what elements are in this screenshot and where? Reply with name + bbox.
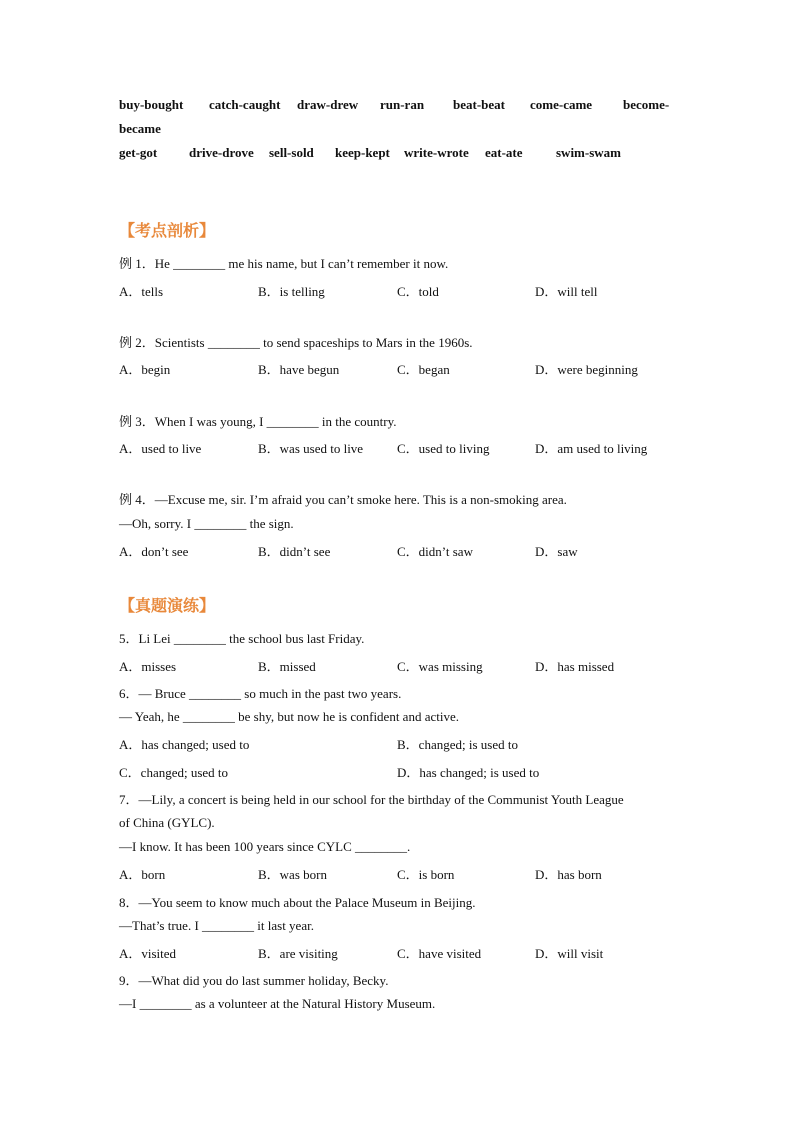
question-stem: 例 3．When I was young, I ________ in the country.: [119, 414, 397, 429]
option-a: A．misses: [119, 659, 177, 674]
question-stem: 5．Li Lei ________ the school bus last Friday.: [119, 631, 365, 646]
option-c: C．began: [397, 362, 450, 377]
option-a: A．used to live: [119, 441, 202, 456]
option-d: D．has changed; is used to: [397, 765, 540, 780]
option-d: D．saw: [535, 544, 578, 559]
question-stem: 例 2．Scientists ________ to send spaceships to Mars in the 1960s.: [119, 335, 473, 350]
question-stem-reply: —I ________ as a volunteer at the Natural History Museum.: [119, 996, 436, 1011]
question-stem: 6．— Bruce ________ so much in the past two years.: [119, 686, 402, 701]
verb-item: drive-drove: [189, 145, 254, 160]
verb-item: buy-bought: [119, 97, 184, 112]
option-c: C．have visited: [397, 946, 482, 961]
option-d: D．were beginning: [535, 362, 638, 377]
question-stem: 8．—You seem to know much about the Palace Museum in Beijing.: [119, 895, 476, 910]
verb-item: eat-ate: [485, 145, 523, 160]
section-heading-analysis: 【考点剖析】: [119, 221, 216, 240]
option-b: B．is telling: [258, 284, 325, 299]
option-b: B．didn’t see: [258, 544, 331, 559]
option-b: B．missed: [258, 659, 316, 674]
question-stem-reply: —That’s true. I ________ it last year.: [119, 918, 314, 933]
option-b: B．was used to live: [258, 441, 364, 456]
verb-item: get-got: [119, 145, 158, 160]
option-c: C．didn’t saw: [397, 544, 473, 559]
question-stem-reply: —Oh, sorry. I ________ the sign.: [119, 516, 294, 531]
option-d: D．has born: [535, 867, 602, 882]
verb-item: become-: [623, 97, 670, 112]
verb-item: come-came: [530, 97, 593, 112]
option-d: D．will tell: [535, 284, 598, 299]
option-b: B．have begun: [258, 362, 340, 377]
option-d: D．has missed: [535, 659, 615, 674]
verb-item: swim-swam: [556, 145, 621, 160]
verb-item: sell-sold: [269, 145, 314, 160]
section-heading-practice: 【真题演练】: [119, 596, 216, 615]
verb-item: run-ran: [380, 97, 425, 112]
question-stem: 例 1．He ________ me his name, but I can’t remember it now.: [119, 256, 449, 271]
question-stem: 例 4．—Excuse me, sir. I’m afraid you can’t smoke here. This is a non-smoking area.: [119, 492, 567, 507]
question-stem: 9．—What did you do last summer holiday, Becky.: [119, 973, 389, 988]
option-a: A．tells: [119, 284, 164, 299]
option-d: D．am used to living: [535, 441, 648, 456]
option-a: A．begin: [119, 362, 171, 377]
option-c: C．used to living: [397, 441, 490, 456]
option-c: C．told: [397, 284, 439, 299]
option-c: C．changed; used to: [119, 765, 229, 780]
question-stem-reply: — Yeah, he ________ be shy, but now he is confident and active.: [119, 709, 459, 724]
option-c: C．was missing: [397, 659, 483, 674]
option-a: A．visited: [119, 946, 177, 961]
verb-item: became: [119, 121, 161, 136]
verb-item: write-wrote: [404, 145, 469, 160]
question-stem-cont: of China (GYLC).: [119, 815, 215, 830]
option-c: C．is born: [397, 867, 455, 882]
verb-item: draw-drew: [297, 97, 359, 112]
question-stem: 7．—Lily, a concert is being held in our school for the birthday of the Communist Youth League: [119, 792, 624, 807]
option-a: A．born: [119, 867, 166, 882]
option-b: B．are visiting: [258, 946, 338, 961]
option-b: B．was born: [258, 867, 327, 882]
verb-item: beat-beat: [453, 97, 505, 112]
verb-item: catch-caught: [209, 97, 281, 112]
option-a: A．don’t see: [119, 544, 189, 559]
option-d: D．will visit: [535, 946, 604, 961]
option-b: B．changed; is used to: [397, 737, 518, 752]
option-a: A．has changed; used to: [119, 737, 250, 752]
question-stem-reply: —I know. It has been 100 years since CYLC ________.: [119, 839, 411, 854]
verb-item: keep-kept: [335, 145, 390, 160]
